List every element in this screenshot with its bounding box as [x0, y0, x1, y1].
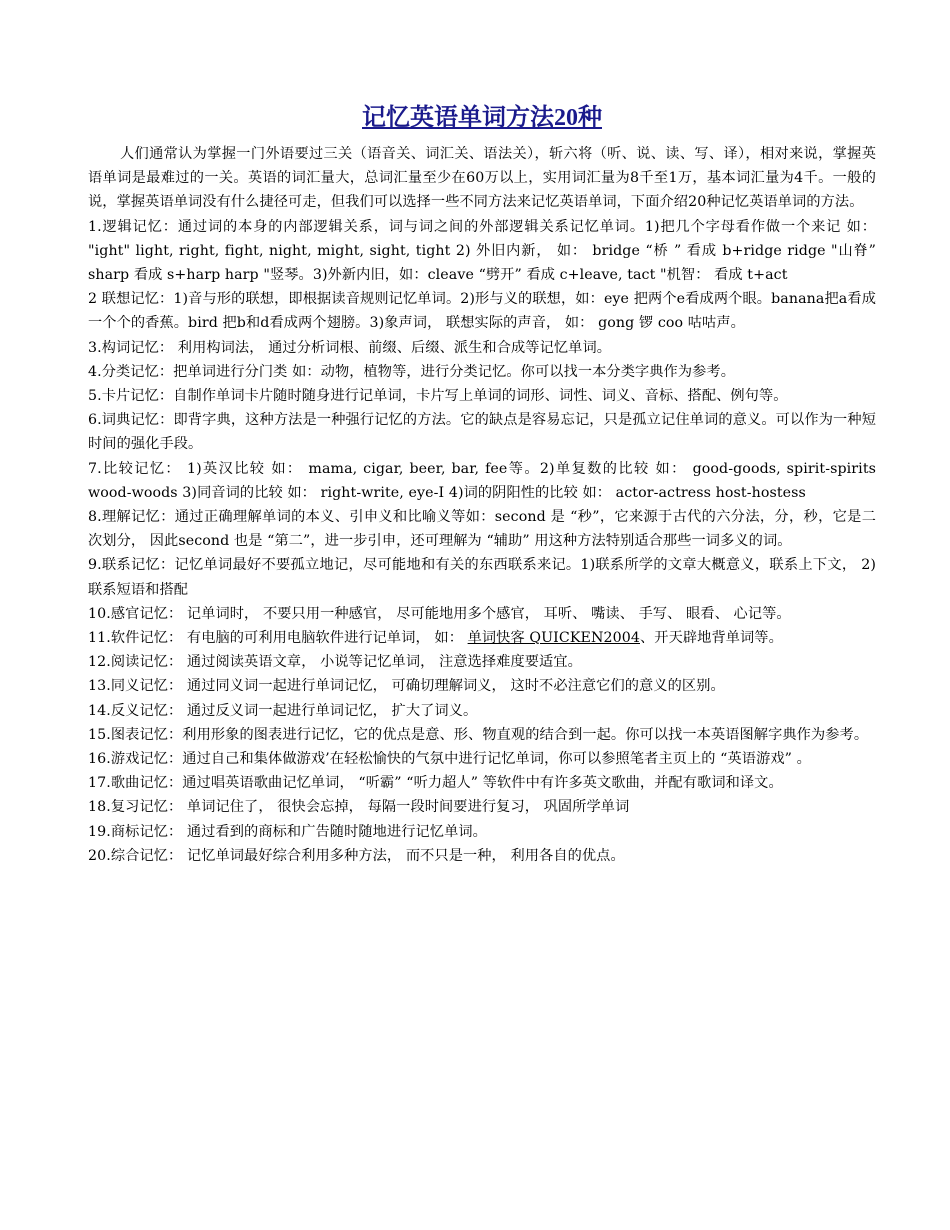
method-item-9: 9.联系记忆：记忆单词最好不要孤立地记，尽可能地和有关的东西联系来记。1)联系所学的文章大概意义，联系上下文， 2)联系短语和搭配 — [88, 557, 876, 598]
method-item-17: 17.歌曲记忆：通过唱英语歌曲记忆单词， “听霸” “听力超人” 等软件中有许多英文歌曲，并配有歌词和译文。 — [88, 775, 783, 792]
method-item-12: 12.阅读记忆： 通过阅读英语文章， 小说等记忆单词， 注意选择难度要适宜。 — [88, 654, 582, 671]
method-item-20: 20.综合记忆： 记忆单词最好综合利用多种方法， 而不只是一种， 利用各自的优点。 — [88, 847, 625, 864]
method-item-10: 10.感官记忆： 记单词时， 不要只用一种感官， 尽可能地用多个感官， 耳听、 嘴读、 手写、 眼看、 心记等。 — [88, 605, 791, 622]
method-item-1: 1.逻辑记忆：通过词的本身的内部逻辑关系，词与词之间的外部逻辑关系记忆单词。1)把几个字母看作做一个来记 如： "ight" light, right, fight, night, might, sight, tight 2) 外旧内新， 如： bridge “桥 ” 看成 b+ridge ridge "山脊” sharp 看成 s+harp harp "竖琴。3)外新内旧，如：cleave “劈开” 看成 c+leave, tact "机智： 看成 t+act — [88, 218, 876, 284]
method-item-14: 14.反义记忆： 通过反义词一起进行单词记忆， 扩大了词义。 — [88, 702, 478, 719]
method-item-11 — [88, 626, 876, 650]
method-item-13: 13.同义记忆： 通过同义词一起进行单词记忆， 可确切理解词义， 这时不必注意它们的意义的区别。 — [88, 678, 725, 695]
method-item-8: 8.理解记忆：通过正确理解单词的本义、引申义和比喻义等如：second 是 “秒”，它来源于古代的六分法，分，秒，它是二次划分， 因此second 也是 “第二”，进一步引申，还可理解为 “辅助” 用这种方法特别适合那些一词多义的词。 — [88, 509, 876, 550]
method-item-11-suffix: 、开天辟地背单词等。 — [640, 630, 783, 647]
method-item-3: 3.构词记忆： 利用构词法， 通过分析词根、前缀、后缀、派生和合成等记忆单词。 — [88, 339, 612, 356]
document-page — [88, 100, 876, 868]
method-item-15: 15.图表记忆：利用形象的图表进行记忆，它的优点是意、形、物直观的结合到一起。你可以找一本英语图解字典作为参考。 — [88, 726, 869, 743]
software-link[interactable]: 单词快客 QUICKEN2004 — [467, 630, 640, 647]
title-link[interactable]: 记忆英语单词方法20种 — [362, 105, 602, 131]
method-item-6: 6.词典记忆：即背字典，这种方法是一种强行记忆的方法。它的缺点是容易忘记，只是孤立记住单词的意义。可以作为一种短时间的强化手段。 — [88, 412, 876, 453]
method-item-2: 2 联想记忆：1)音与形的联想，即根据读音规则记忆单词。2)形与义的联想，如：eye 把两个e看成两个眼。banana把a看成一个个的香蕉。bird 把b和d看成两个翅膀。3)象声词， 联想实际的声音， 如： gong 锣 coo 咕咕声。 — [88, 291, 876, 332]
method-item-16: 16.游戏记忆：通过自己和集体做游戏’在轻松愉快的气氛中进行记忆单词，你可以参照笔者主页上的 “英语游戏” 。 — [88, 751, 811, 768]
method-item-4: 4.分类记忆：把单词进行分门类 如：动物，植物等，进行分类记忆。你可以找一本分类字典作为参考。 — [88, 363, 735, 380]
page-title — [88, 100, 876, 136]
method-item-18: 18.复习记忆： 单词记住了， 很快会忘掉， 每隔一段时间要进行复习， 巩固所学单词 — [88, 799, 630, 816]
method-item-7: 7.比较记忆： 1)英汉比较 如： mama, cigar, beer, bar, fee等。2)单复数的比较 如： good-goods, spirit-spirits wood-woods 3)同音词的比较 如： right-write, eye-I 4)词的阴阳性的比较 如： actor-actress host-hostess — [88, 460, 876, 501]
method-item-5: 5.卡片记忆：自制作单词卡片随时随身进行记单词，卡片写上单词的词形、词性、词义、音标、搭配、例句等。 — [88, 388, 788, 405]
intro-paragraph: 人们通常认为掌握一门外语要过三关（语音关、词汇关、语法关），斩六将（听、说、读、写、译），相对来说，掌握英语单词是最难过的一关。英语的词汇量大，总词汇量至少在60万以上，实用词汇量为8千至1万，基本词汇量为4千。一般的说，掌握英语单词没有什么捷径可走，但我们可以选择一些不同方法来记忆英语单词，下面介绍20种记忆英语单词的方法。 — [88, 146, 876, 211]
method-item-11-prefix: 11.软件记忆： 有电脑的可利用电脑软件进行记单词， 如： — [88, 630, 468, 647]
method-item-19: 19.商标记忆： 通过看到的商标和广告随时随地进行记忆单词。 — [88, 823, 487, 840]
